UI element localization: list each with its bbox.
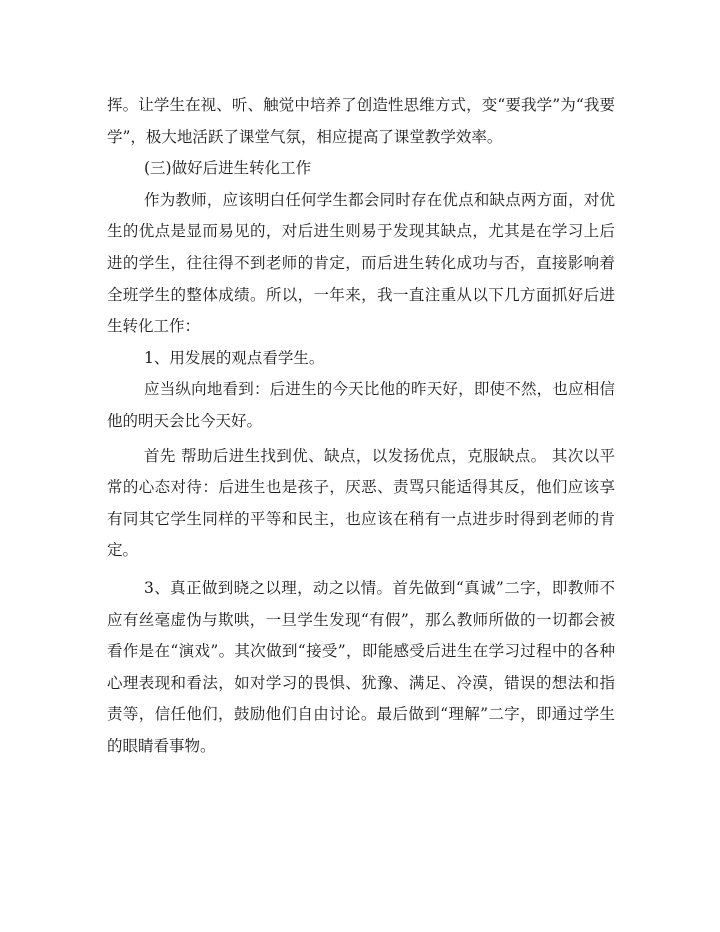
paragraph-5: 应当纵向地看到：后进生的今天比他的昨天好，即使不然，也应相信他的明天会比今天好。 [107, 380, 615, 430]
paragraph-7-list-item: 3、真正做到晓之以理，动之以情。首先做到“真诚”二字，即教师不应有丝毫虚伪与欺哄，一旦学生发现“有假”，那么教师所做的一切都会被看作是在“演戏”。其次做到“接受”，即能感受后进生在学习过程中的各种心理表现和看法，如对学习的畏惧、犹豫、满足、冷漠，错误的想法和指责等，信任他们，鼓励他们自由讨论。最后做到“理解”二字，即通过学生的眼睛看事物。 [107, 578, 615, 755]
paragraph-2-section-heading: (三)做好后进生转化工作 [144, 159, 312, 178]
paragraph-1: 挥。让学生在视、听、触觉中培养了创造性思维方式，变“要我学”为“我要学”，极大地活跃了课堂气氛，相应提高了课堂教学效率。 [107, 96, 615, 146]
paragraph-6: 首先 帮助后进生找到优、缺点，以发扬优点，克服缺点。 其次以平常的心态对待：后进生也是孩子，厌恶、责骂只能适得其反，他们应该享有同其它学生同样的平等和民主，也应该在稍有一点进步时得到老师的肯定。 [107, 446, 615, 560]
paragraph-4-list-item: 1、用发展的观点看学生。 [144, 348, 325, 367]
document-body [107, 90, 615, 762]
paragraph-3: 作为教师，应该明白任何学生都会同时存在优点和缺点两方面，对优生的优点是显而易见的，对后进生则易于发现其缺点，尤其是在学习上后进的学生，往往得不到老师的肯定，而后进生转化成功与否，直接影响着全班学生的整体成绩。所以，一年来，我一直注重从以下几方面抓好后进生转化工作： [107, 190, 615, 336]
